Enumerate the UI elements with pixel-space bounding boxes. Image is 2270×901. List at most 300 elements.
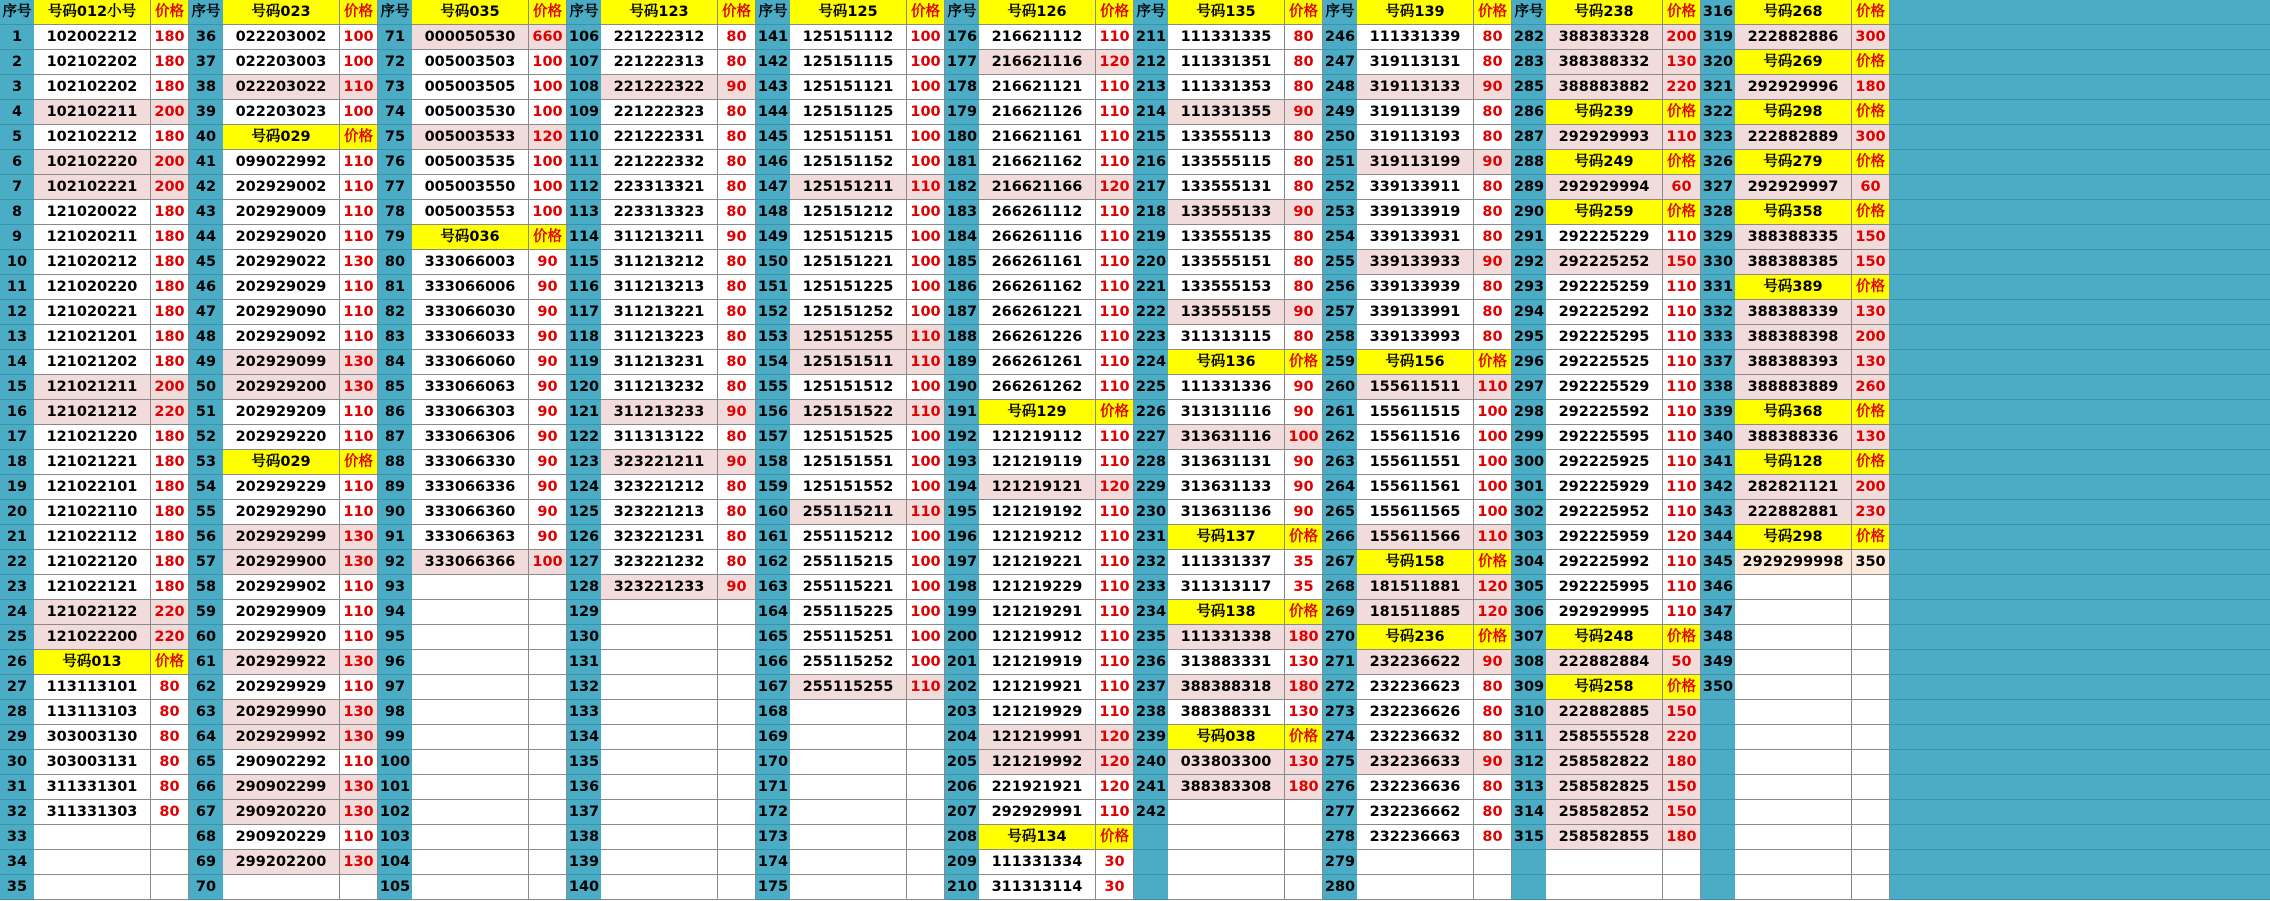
price-cell[interactable]: 60 [1852, 175, 1890, 200]
group-header-number[interactable]: 号码138 [1168, 600, 1285, 625]
phone-number-cell[interactable]: 222882889 [1735, 125, 1852, 150]
price-cell[interactable]: 100 [529, 50, 567, 75]
group-header-price[interactable]: 价格 [1663, 200, 1701, 225]
phone-number-cell[interactable]: 339133939 [1357, 275, 1474, 300]
phone-number-cell[interactable]: 290920229 [223, 825, 340, 850]
price-cell[interactable]: 110 [1096, 150, 1134, 175]
price-cell[interactable]: 110 [1663, 325, 1701, 350]
phone-number-cell[interactable]: 232236633 [1357, 750, 1474, 775]
price-cell[interactable]: 100 [907, 125, 945, 150]
phone-number-cell[interactable]: 202929099 [223, 350, 340, 375]
price-cell[interactable]: 90 [1474, 75, 1512, 100]
price-cell[interactable]: 110 [340, 625, 378, 650]
price-cell[interactable]: 80 [1474, 175, 1512, 200]
phone-number-cell[interactable]: 113113103 [34, 700, 151, 725]
price-cell[interactable] [529, 875, 567, 900]
price-cell[interactable] [1852, 775, 1890, 800]
price-cell[interactable]: 80 [718, 375, 756, 400]
phone-number-cell[interactable]: 133555133 [1168, 200, 1285, 225]
price-cell[interactable]: 80 [151, 675, 189, 700]
phone-number-cell[interactable] [412, 825, 529, 850]
price-cell[interactable]: 90 [1474, 250, 1512, 275]
price-cell[interactable]: 180 [151, 500, 189, 525]
price-cell[interactable]: 110 [1096, 650, 1134, 675]
price-cell[interactable]: 130 [340, 775, 378, 800]
phone-number-cell[interactable]: 121219912 [979, 625, 1096, 650]
phone-number-cell[interactable]: 121021211 [34, 375, 151, 400]
price-cell[interactable]: 100 [907, 650, 945, 675]
phone-number-cell[interactable]: 202929090 [223, 300, 340, 325]
price-cell[interactable]: 110 [1663, 500, 1701, 525]
price-cell[interactable]: 180 [151, 275, 189, 300]
phone-number-cell[interactable]: 255115215 [790, 550, 907, 575]
phone-number-cell[interactable]: 005003530 [412, 100, 529, 125]
phone-number-cell[interactable] [1735, 675, 1852, 700]
phone-number-cell[interactable]: 202929200 [223, 375, 340, 400]
group-header-number[interactable]: 号码023 [223, 0, 340, 25]
group-header-number[interactable]: 号码298 [1735, 100, 1852, 125]
price-cell[interactable]: 80 [718, 475, 756, 500]
phone-number-cell[interactable]: 311213231 [601, 350, 718, 375]
phone-number-cell[interactable] [790, 875, 907, 900]
phone-number-cell[interactable]: 125151112 [790, 25, 907, 50]
phone-number-cell[interactable]: 221222331 [601, 125, 718, 150]
price-cell[interactable]: 80 [1285, 325, 1323, 350]
price-cell[interactable]: 100 [529, 100, 567, 125]
phone-number-cell[interactable]: 005003550 [412, 175, 529, 200]
price-cell[interactable]: 200 [151, 175, 189, 200]
price-cell[interactable]: 120 [1474, 600, 1512, 625]
price-cell[interactable]: 100 [907, 425, 945, 450]
price-cell[interactable]: 80 [718, 275, 756, 300]
price-cell[interactable] [529, 625, 567, 650]
price-cell[interactable] [718, 725, 756, 750]
price-cell[interactable]: 110 [1474, 375, 1512, 400]
price-cell[interactable]: 80 [718, 200, 756, 225]
price-cell[interactable] [340, 875, 378, 900]
price-cell[interactable]: 80 [1285, 125, 1323, 150]
phone-number-cell[interactable] [790, 825, 907, 850]
price-cell[interactable]: 110 [1663, 400, 1701, 425]
price-cell[interactable]: 80 [718, 350, 756, 375]
phone-number-cell[interactable]: 033803300 [1168, 750, 1285, 775]
phone-number-cell[interactable]: 121021220 [34, 425, 151, 450]
phone-number-cell[interactable]: 121022112 [34, 525, 151, 550]
price-cell[interactable]: 110 [340, 425, 378, 450]
price-cell[interactable] [1285, 850, 1323, 875]
phone-number-cell[interactable]: 333066336 [412, 475, 529, 500]
phone-number-cell[interactable]: 333066060 [412, 350, 529, 375]
price-cell[interactable]: 180 [1285, 775, 1323, 800]
price-cell[interactable]: 100 [907, 550, 945, 575]
phone-number-cell[interactable]: 311313114 [979, 875, 1096, 900]
price-cell[interactable]: 90 [718, 225, 756, 250]
price-cell[interactable]: 200 [151, 375, 189, 400]
price-cell[interactable]: 220 [1663, 725, 1701, 750]
price-cell[interactable] [907, 725, 945, 750]
price-cell[interactable]: 110 [1096, 425, 1134, 450]
phone-number-cell[interactable]: 333066006 [412, 275, 529, 300]
price-cell[interactable] [529, 700, 567, 725]
price-cell[interactable] [529, 800, 567, 825]
phone-number-cell[interactable]: 292225259 [1546, 275, 1663, 300]
group-header-number[interactable]: 号码279 [1735, 150, 1852, 175]
phone-number-cell[interactable]: 339133919 [1357, 200, 1474, 225]
price-cell[interactable]: 110 [907, 675, 945, 700]
price-cell[interactable]: 180 [151, 200, 189, 225]
price-cell[interactable]: 100 [1474, 425, 1512, 450]
phone-number-cell[interactable]: 319113199 [1357, 150, 1474, 175]
price-cell[interactable]: 80 [1474, 100, 1512, 125]
price-cell[interactable]: 110 [1663, 375, 1701, 400]
price-cell[interactable]: 100 [907, 475, 945, 500]
phone-number-cell[interactable] [790, 700, 907, 725]
price-cell[interactable]: 100 [529, 550, 567, 575]
price-cell[interactable] [1852, 650, 1890, 675]
price-cell[interactable]: 110 [340, 150, 378, 175]
price-cell[interactable]: 90 [529, 400, 567, 425]
price-cell[interactable]: 260 [1852, 375, 1890, 400]
phone-number-cell[interactable]: 202929992 [223, 725, 340, 750]
phone-number-cell[interactable]: 292225229 [1546, 225, 1663, 250]
price-cell[interactable]: 110 [340, 225, 378, 250]
phone-number-cell[interactable]: 339133931 [1357, 225, 1474, 250]
price-cell[interactable]: 80 [1285, 75, 1323, 100]
phone-number-cell[interactable] [1546, 850, 1663, 875]
price-cell[interactable]: 90 [529, 375, 567, 400]
phone-number-cell[interactable]: 202929002 [223, 175, 340, 200]
price-cell[interactable]: 120 [1096, 475, 1134, 500]
price-cell[interactable]: 180 [151, 300, 189, 325]
price-cell[interactable]: 100 [1474, 500, 1512, 525]
group-header-number[interactable]: 号码239 [1546, 100, 1663, 125]
price-cell[interactable]: 80 [718, 25, 756, 50]
phone-number-cell[interactable]: 125151221 [790, 250, 907, 275]
group-header-price[interactable]: 价格 [1852, 200, 1890, 225]
phone-number-cell[interactable] [601, 600, 718, 625]
price-cell[interactable]: 220 [151, 400, 189, 425]
phone-number-cell[interactable] [1546, 875, 1663, 900]
group-header-price[interactable]: 价格 [1474, 550, 1512, 575]
price-cell[interactable]: 80 [151, 750, 189, 775]
phone-number-cell[interactable]: 313631131 [1168, 450, 1285, 475]
price-cell[interactable]: 130 [340, 550, 378, 575]
phone-number-cell[interactable]: 258582855 [1546, 825, 1663, 850]
phone-number-cell[interactable]: 333066030 [412, 300, 529, 325]
phone-number-cell[interactable]: 319113133 [1357, 75, 1474, 100]
phone-number-cell[interactable]: 266261162 [979, 275, 1096, 300]
phone-number-cell[interactable]: 221222313 [601, 50, 718, 75]
price-cell[interactable]: 110 [1663, 275, 1701, 300]
phone-number-cell[interactable]: 121021202 [34, 350, 151, 375]
price-cell[interactable]: 130 [1852, 425, 1890, 450]
phone-number-cell[interactable]: 388388385 [1735, 250, 1852, 275]
phone-number-cell[interactable]: 290902299 [223, 775, 340, 800]
phone-number-cell[interactable] [601, 800, 718, 825]
phone-number-cell[interactable]: 232236632 [1357, 725, 1474, 750]
price-cell[interactable]: 130 [1852, 300, 1890, 325]
phone-number-cell[interactable]: 202929922 [223, 650, 340, 675]
phone-number-cell[interactable]: 005003535 [412, 150, 529, 175]
price-cell[interactable] [1852, 700, 1890, 725]
price-cell[interactable] [718, 750, 756, 775]
phone-number-cell[interactable]: 121219992 [979, 750, 1096, 775]
group-header-price[interactable]: 价格 [340, 0, 378, 25]
price-cell[interactable]: 200 [1852, 325, 1890, 350]
price-cell[interactable]: 110 [1096, 100, 1134, 125]
price-cell[interactable]: 110 [907, 175, 945, 200]
phone-number-cell[interactable]: 216621121 [979, 75, 1096, 100]
phone-number-cell[interactable]: 121219919 [979, 650, 1096, 675]
price-cell[interactable] [1852, 825, 1890, 850]
price-cell[interactable]: 110 [1096, 550, 1134, 575]
price-cell[interactable]: 100 [529, 150, 567, 175]
price-cell[interactable]: 180 [151, 75, 189, 100]
phone-number-cell[interactable] [601, 875, 718, 900]
phone-number-cell[interactable]: 255115251 [790, 625, 907, 650]
price-cell[interactable]: 80 [718, 425, 756, 450]
phone-number-cell[interactable]: 221222322 [601, 75, 718, 100]
phone-number-cell[interactable] [1735, 775, 1852, 800]
price-cell[interactable] [529, 675, 567, 700]
price-cell[interactable]: 80 [718, 100, 756, 125]
price-cell[interactable] [718, 675, 756, 700]
phone-number-cell[interactable]: 155611516 [1357, 425, 1474, 450]
phone-number-cell[interactable]: 125151252 [790, 300, 907, 325]
phone-number-cell[interactable]: 121020212 [34, 250, 151, 275]
phone-number-cell[interactable]: 333066303 [412, 400, 529, 425]
price-cell[interactable]: 100 [907, 600, 945, 625]
phone-number-cell[interactable]: 319113193 [1357, 125, 1474, 150]
group-header-number[interactable]: 号码129 [979, 400, 1096, 425]
phone-number-cell[interactable]: 311213233 [601, 400, 718, 425]
group-header-number[interactable]: 号码368 [1735, 400, 1852, 425]
phone-number-cell[interactable]: 311313122 [601, 425, 718, 450]
price-cell[interactable]: 110 [1474, 525, 1512, 550]
group-header-price[interactable]: 价格 [529, 0, 567, 25]
price-cell[interactable] [1852, 575, 1890, 600]
phone-number-cell[interactable]: 121022110 [34, 500, 151, 525]
phone-number-cell[interactable]: 155611551 [1357, 450, 1474, 475]
price-cell[interactable] [1285, 875, 1323, 900]
group-header-price[interactable]: 价格 [340, 450, 378, 475]
phone-number-cell[interactable]: 339133993 [1357, 325, 1474, 350]
group-header-number[interactable]: 号码126 [979, 0, 1096, 25]
price-cell[interactable]: 110 [1663, 600, 1701, 625]
phone-number-cell[interactable] [1735, 875, 1852, 900]
phone-number-cell[interactable]: 202929929 [223, 675, 340, 700]
phone-number-cell[interactable]: 111331338 [1168, 625, 1285, 650]
phone-number-cell[interactable]: 022203023 [223, 100, 340, 125]
price-cell[interactable] [151, 875, 189, 900]
phone-number-cell[interactable] [601, 725, 718, 750]
price-cell[interactable]: 180 [151, 425, 189, 450]
price-cell[interactable] [718, 600, 756, 625]
group-header-price[interactable]: 价格 [1474, 0, 1512, 25]
phone-number-cell[interactable]: 323221213 [601, 500, 718, 525]
group-header-number[interactable]: 号码158 [1357, 550, 1474, 575]
phone-number-cell[interactable] [601, 825, 718, 850]
phone-number-cell[interactable]: 292929993 [1546, 125, 1663, 150]
price-cell[interactable]: 130 [340, 375, 378, 400]
price-cell[interactable]: 110 [1096, 800, 1134, 825]
price-cell[interactable] [907, 825, 945, 850]
phone-number-cell[interactable]: 323221232 [601, 550, 718, 575]
group-header-number[interactable]: 号码156 [1357, 350, 1474, 375]
phone-number-cell[interactable]: 133555153 [1168, 275, 1285, 300]
price-cell[interactable]: 110 [340, 75, 378, 100]
price-cell[interactable]: 120 [529, 125, 567, 150]
phone-number-cell[interactable]: 266261261 [979, 350, 1096, 375]
group-header-number[interactable]: 号码013 [34, 650, 151, 675]
price-cell[interactable]: 150 [1663, 700, 1701, 725]
price-cell[interactable]: 110 [1096, 125, 1134, 150]
price-cell[interactable]: 110 [1096, 250, 1134, 275]
phone-number-cell[interactable]: 121219192 [979, 500, 1096, 525]
phone-number-cell[interactable]: 125151212 [790, 200, 907, 225]
phone-number-cell[interactable]: 202929020 [223, 225, 340, 250]
group-header-number[interactable]: 号码298 [1735, 525, 1852, 550]
phone-number-cell[interactable]: 121022200 [34, 625, 151, 650]
phone-number-cell[interactable]: 323221211 [601, 450, 718, 475]
phone-number-cell[interactable]: 121021221 [34, 450, 151, 475]
price-cell[interactable]: 100 [340, 25, 378, 50]
phone-number-cell[interactable]: 339133911 [1357, 175, 1474, 200]
phone-number-cell[interactable]: 125151152 [790, 150, 907, 175]
price-cell[interactable]: 90 [718, 400, 756, 425]
price-cell[interactable]: 100 [907, 100, 945, 125]
phone-number-cell[interactable]: 202929229 [223, 475, 340, 500]
price-cell[interactable]: 90 [718, 75, 756, 100]
phone-number-cell[interactable] [601, 775, 718, 800]
price-cell[interactable]: 110 [340, 675, 378, 700]
phone-number-cell[interactable] [790, 725, 907, 750]
phone-number-cell[interactable]: 292225592 [1546, 400, 1663, 425]
price-cell[interactable]: 130 [340, 250, 378, 275]
group-header-price[interactable]: 价格 [718, 0, 756, 25]
phone-number-cell[interactable]: 388388339 [1735, 300, 1852, 325]
price-cell[interactable]: 100 [529, 200, 567, 225]
price-cell[interactable]: 180 [151, 325, 189, 350]
phone-number-cell[interactable]: 222882884 [1546, 650, 1663, 675]
price-cell[interactable] [529, 850, 567, 875]
price-cell[interactable]: 50 [1663, 650, 1701, 675]
phone-number-cell[interactable]: 292225992 [1546, 550, 1663, 575]
price-cell[interactable] [907, 850, 945, 875]
phone-number-cell[interactable]: 311213213 [601, 275, 718, 300]
group-header-price[interactable]: 价格 [1663, 675, 1701, 700]
group-header-price[interactable]: 价格 [1852, 50, 1890, 75]
phone-number-cell[interactable]: 099022992 [223, 150, 340, 175]
price-cell[interactable]: 80 [1474, 125, 1512, 150]
phone-number-cell[interactable]: 258582852 [1546, 800, 1663, 825]
phone-number-cell[interactable] [1735, 850, 1852, 875]
price-cell[interactable]: 180 [1663, 825, 1701, 850]
price-cell[interactable]: 300 [1852, 125, 1890, 150]
phone-number-cell[interactable]: 313631133 [1168, 475, 1285, 500]
phone-number-cell[interactable] [412, 625, 529, 650]
phone-number-cell[interactable]: 111331334 [979, 850, 1096, 875]
price-cell[interactable]: 110 [340, 475, 378, 500]
phone-number-cell[interactable] [223, 875, 340, 900]
phone-number-cell[interactable]: 388388331 [1168, 700, 1285, 725]
price-cell[interactable]: 90 [1474, 750, 1512, 775]
phone-number-cell[interactable]: 121020022 [34, 200, 151, 225]
price-cell[interactable]: 110 [1096, 450, 1134, 475]
price-cell[interactable]: 100 [907, 375, 945, 400]
price-cell[interactable]: 150 [1852, 250, 1890, 275]
price-cell[interactable]: 110 [907, 325, 945, 350]
phone-number-cell[interactable]: 333066360 [412, 500, 529, 525]
price-cell[interactable]: 180 [151, 25, 189, 50]
phone-number-cell[interactable]: 202929022 [223, 250, 340, 275]
phone-number-cell[interactable]: 266261226 [979, 325, 1096, 350]
phone-number-cell[interactable]: 313631116 [1168, 425, 1285, 450]
price-cell[interactable]: 90 [1285, 450, 1323, 475]
phone-number-cell[interactable]: 121021212 [34, 400, 151, 425]
phone-number-cell[interactable]: 125151215 [790, 225, 907, 250]
phone-number-cell[interactable]: 319113131 [1357, 50, 1474, 75]
price-cell[interactable]: 110 [1096, 575, 1134, 600]
phone-number-cell[interactable]: 388388335 [1735, 225, 1852, 250]
phone-number-cell[interactable]: 221222323 [601, 100, 718, 125]
price-cell[interactable]: 180 [151, 575, 189, 600]
price-cell[interactable]: 110 [1663, 450, 1701, 475]
phone-number-cell[interactable]: 111331335 [1168, 25, 1285, 50]
phone-number-cell[interactable]: 303003131 [34, 750, 151, 775]
price-cell[interactable] [1852, 675, 1890, 700]
price-cell[interactable]: 120 [1474, 575, 1512, 600]
price-cell[interactable] [718, 875, 756, 900]
phone-number-cell[interactable]: 255115221 [790, 575, 907, 600]
phone-number-cell[interactable] [34, 850, 151, 875]
phone-number-cell[interactable]: 005003503 [412, 50, 529, 75]
price-cell[interactable] [529, 775, 567, 800]
phone-number-cell[interactable]: 388388393 [1735, 350, 1852, 375]
phone-number-cell[interactable]: 221222312 [601, 25, 718, 50]
phone-number-cell[interactable]: 299202200 [223, 850, 340, 875]
phone-number-cell[interactable]: 121219119 [979, 450, 1096, 475]
group-header-number[interactable]: 号码136 [1168, 350, 1285, 375]
phone-number-cell[interactable]: 202929909 [223, 600, 340, 625]
price-cell[interactable]: 110 [1663, 225, 1701, 250]
price-cell[interactable]: 200 [1663, 25, 1701, 50]
price-cell[interactable]: 110 [1096, 275, 1134, 300]
price-cell[interactable]: 80 [718, 500, 756, 525]
phone-number-cell[interactable]: 133555113 [1168, 125, 1285, 150]
phone-number-cell[interactable]: 202929990 [223, 700, 340, 725]
group-header-number[interactable]: 号码238 [1546, 0, 1663, 25]
phone-number-cell[interactable]: 155611511 [1357, 375, 1474, 400]
price-cell[interactable] [1852, 725, 1890, 750]
phone-number-cell[interactable]: 121219929 [979, 700, 1096, 725]
phone-number-cell[interactable]: 339133933 [1357, 250, 1474, 275]
phone-number-cell[interactable] [1168, 875, 1285, 900]
price-cell[interactable]: 110 [1096, 25, 1134, 50]
group-header-number[interactable]: 号码029 [223, 450, 340, 475]
price-cell[interactable]: 80 [718, 550, 756, 575]
price-cell[interactable] [907, 800, 945, 825]
price-cell[interactable]: 100 [907, 450, 945, 475]
phone-number-cell[interactable]: 255115225 [790, 600, 907, 625]
price-cell[interactable]: 90 [1285, 500, 1323, 525]
group-header-price[interactable]: 价格 [1285, 350, 1323, 375]
phone-number-cell[interactable]: 323221231 [601, 525, 718, 550]
phone-number-cell[interactable]: 292225952 [1546, 500, 1663, 525]
phone-number-cell[interactable]: 133555131 [1168, 175, 1285, 200]
price-cell[interactable]: 180 [1285, 675, 1323, 700]
price-cell[interactable]: 120 [1096, 725, 1134, 750]
